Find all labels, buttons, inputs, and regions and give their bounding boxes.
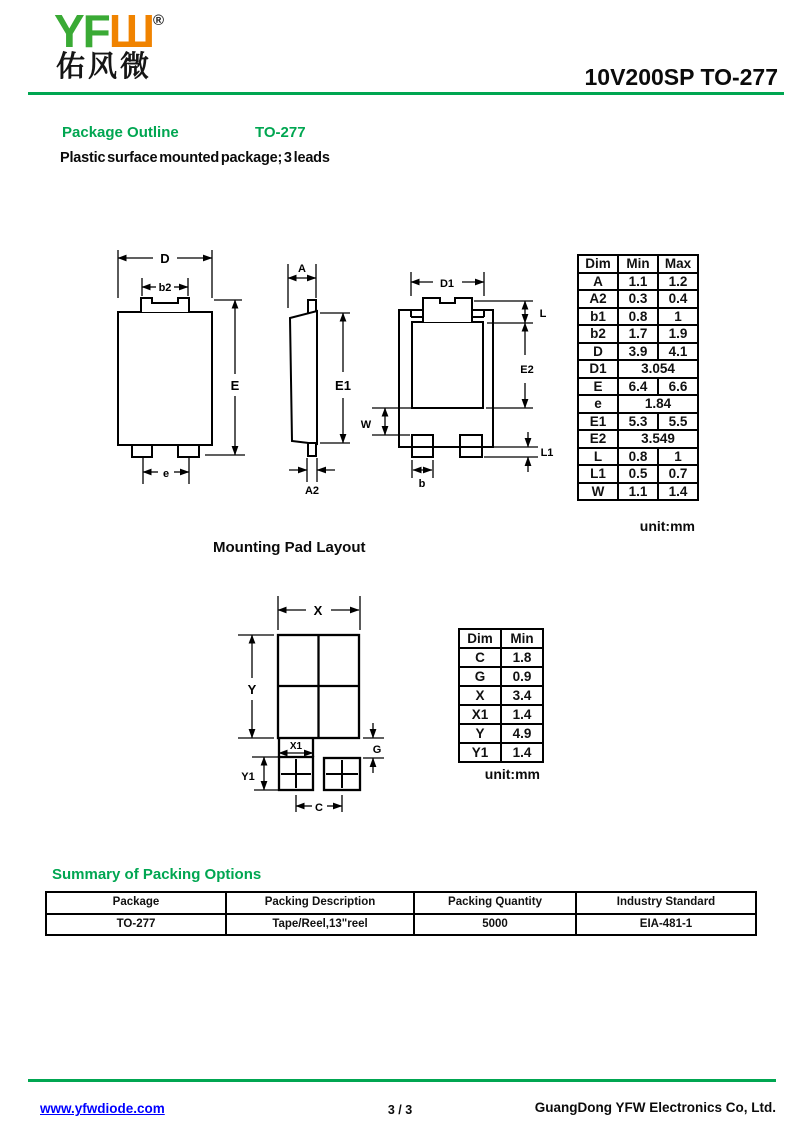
cell-span-value: 3.549: [618, 430, 698, 448]
cell-max: 1: [658, 308, 698, 326]
cell-dim: E1: [578, 413, 618, 431]
dim-label-D: D: [160, 251, 170, 266]
packing-options-table: [45, 891, 757, 936]
cell-dim: D: [578, 343, 618, 361]
table-row: [46, 914, 756, 936]
dim-label-D1: D1: [439, 278, 455, 290]
dim-label-G: G: [372, 744, 382, 756]
mounting-pad-layout-title: Mounting Pad Layout: [213, 539, 366, 556]
dim-label-X1: X1: [289, 741, 303, 752]
table-row: [459, 705, 543, 724]
table-row: [459, 743, 543, 762]
cell-dim: E2: [578, 430, 618, 448]
cell-max: 0.7: [658, 465, 698, 483]
cell-dim: b1: [578, 308, 618, 326]
dim-label-X: X: [313, 603, 323, 618]
dim-label-L: L: [539, 308, 547, 320]
cell-min: 4.9: [501, 724, 543, 743]
cell-dim: A: [578, 273, 618, 291]
cell-dim: C: [459, 648, 501, 667]
cell-min: 1.1: [618, 273, 658, 291]
table-row: [578, 343, 698, 361]
unit-label: unit:mm: [484, 766, 540, 782]
cell-span-value: 3.054: [618, 360, 698, 378]
package-front-view: [118, 250, 245, 484]
table-row: [578, 395, 698, 413]
table-row: [459, 648, 543, 667]
cell-min: 3.9: [618, 343, 658, 361]
cell-max: 1.9: [658, 325, 698, 343]
col-header-min: Min: [618, 255, 658, 273]
table-row: [578, 483, 698, 501]
cell-min: 5.3: [618, 413, 658, 431]
col-header-dim: Dim: [459, 629, 501, 648]
cell-dim: b2: [578, 325, 618, 343]
cell-max: 1.2: [658, 273, 698, 291]
dim-label-b2: b2: [158, 282, 172, 294]
col-header-description: Packing Description: [226, 892, 414, 914]
cell-min: 1.7: [618, 325, 658, 343]
cell-min: 0.5: [618, 465, 658, 483]
cell-min: 0.3: [618, 290, 658, 308]
cell-dim: L1: [578, 465, 618, 483]
dimension-table-pad: [458, 628, 544, 763]
cell-dim: e: [578, 395, 618, 413]
mounting-pad-drawing: [230, 585, 400, 825]
cell-min: 1.4: [501, 743, 543, 762]
package-bottom-view: [361, 272, 554, 490]
col-header-package: Package: [46, 892, 226, 914]
cell-dim: G: [459, 667, 501, 686]
col-header-dim: Dim: [578, 255, 618, 273]
table-row: [578, 465, 698, 483]
logo-w-glyph: Ш: [108, 5, 154, 57]
unit-label: unit:mm: [639, 518, 695, 534]
cell-standard: EIA-481-1: [576, 914, 756, 936]
col-header-standard: Industry Standard: [576, 892, 756, 914]
logo-chinese-name: 佑风微: [56, 51, 153, 83]
table-row: [459, 667, 543, 686]
table-row: [578, 290, 698, 308]
cell-dim: X: [459, 686, 501, 705]
package-side-view: [288, 263, 351, 497]
cell-quantity: 5000: [414, 914, 576, 936]
part-number: 10V200SP TO-277: [584, 64, 778, 90]
cell-max: 1.4: [658, 483, 698, 501]
cell-dim: L: [578, 448, 618, 466]
cell-dim: W: [578, 483, 618, 501]
col-header-quantity: Packing Quantity: [414, 892, 576, 914]
dim-label-W: W: [360, 419, 372, 431]
logo-yf-text: YF: [54, 5, 109, 57]
dim-label-A: A: [298, 263, 306, 275]
dim-label-e: e: [162, 468, 170, 480]
table-row: [578, 360, 698, 378]
table-row: [459, 686, 543, 705]
table-header-row: [578, 255, 698, 273]
cell-min: 0.9: [501, 667, 543, 686]
package-type-label: TO-277: [255, 124, 306, 141]
table-row: [578, 308, 698, 326]
dim-label-E1: E1: [335, 378, 351, 393]
dim-label-Y: Y: [247, 682, 257, 697]
company-name: GuangDong YFW Electronics Co, Ltd.: [534, 1100, 776, 1115]
cell-max: 5.5: [658, 413, 698, 431]
table-header-row: [459, 629, 543, 648]
dim-label-Y1: Y1: [241, 771, 255, 783]
company-logo: [54, 5, 165, 57]
footer-divider: [28, 1079, 776, 1082]
section-title-packing-options: Summary of Packing Options: [52, 866, 262, 883]
cell-min: 1.4: [501, 705, 543, 724]
cell-min: 1.8: [501, 648, 543, 667]
section-title-package-outline: Package Outline: [62, 124, 179, 141]
table-row: [578, 413, 698, 431]
registered-trademark-icon: ®: [153, 12, 165, 29]
cell-dim: E: [578, 378, 618, 396]
cell-dim: Y1: [459, 743, 501, 762]
dim-label-A2: A2: [304, 485, 320, 497]
table-row: [578, 273, 698, 291]
dim-label-E2: E2: [520, 364, 534, 376]
cell-dim: D1: [578, 360, 618, 378]
cell-dim: X1: [459, 705, 501, 724]
cell-max: 4.1: [658, 343, 698, 361]
cell-max: 6.6: [658, 378, 698, 396]
pad-layout-geometry: [238, 596, 384, 814]
col-header-min: Min: [501, 629, 543, 648]
cell-min: 0.8: [618, 308, 658, 326]
dimension-table-package: [577, 254, 699, 501]
cell-min: 6.4: [618, 378, 658, 396]
cell-dim: Y: [459, 724, 501, 743]
table-row: [459, 724, 543, 743]
package-subtitle: Plastic surface mounted package; 3 leads: [60, 150, 330, 166]
package-outline-drawing: [90, 240, 560, 510]
col-header-max: Max: [658, 255, 698, 273]
website-link[interactable]: www.yfwdiode.com: [40, 1101, 165, 1116]
dim-label-L1: L1: [540, 447, 554, 459]
dim-label-b: b: [418, 478, 426, 490]
table-row: [578, 430, 698, 448]
cell-min: 0.8: [618, 448, 658, 466]
table-row: [578, 325, 698, 343]
cell-max: 1: [658, 448, 698, 466]
header-divider: [28, 92, 784, 95]
cell-min: 3.4: [501, 686, 543, 705]
page-number: 3 / 3: [387, 1103, 413, 1117]
dim-label-E: E: [230, 378, 240, 393]
table-header-row: [46, 892, 756, 914]
table-row: [578, 378, 698, 396]
dim-label-C: C: [315, 802, 323, 814]
cell-max: 0.4: [658, 290, 698, 308]
cell-span-value: 1.84: [618, 395, 698, 413]
cell-dim: A2: [578, 290, 618, 308]
table-row: [578, 448, 698, 466]
cell-description: Tape/Reel,13"reel: [226, 914, 414, 936]
cell-min: 1.1: [618, 483, 658, 501]
cell-package: TO-277: [46, 914, 226, 936]
